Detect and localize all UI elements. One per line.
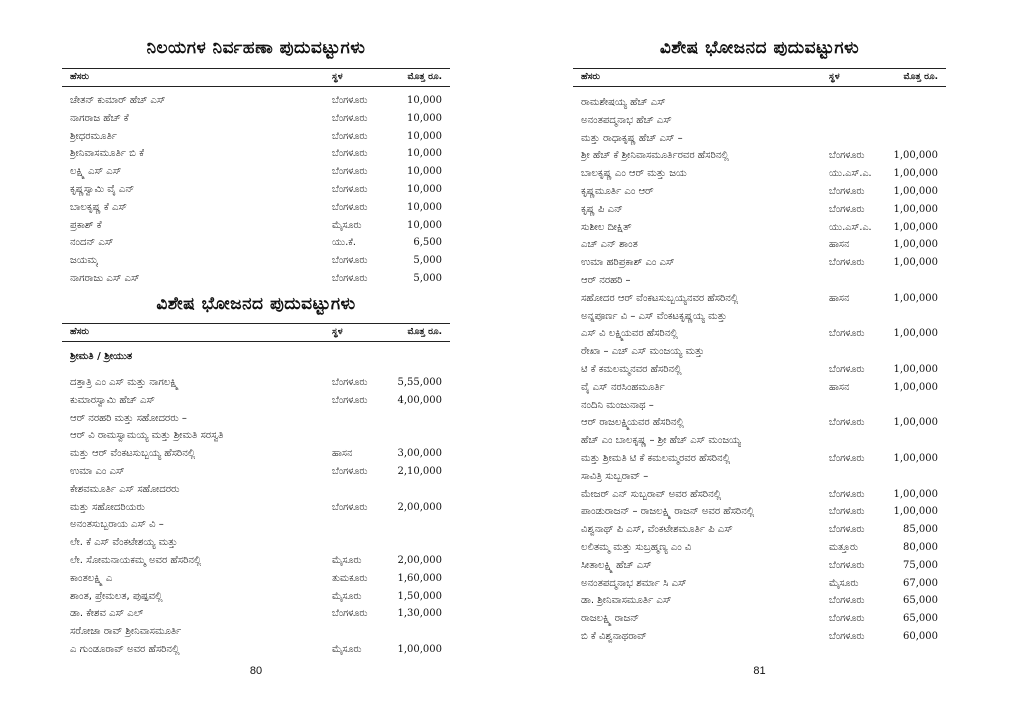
donor-place: ಬೆಂಗಳೂರು: [829, 363, 865, 375]
table-row: [573, 130, 946, 148]
donor-name: ಲಕ್ಷ್ಮಿ ಎಸ್ ಎಸ್: [70, 166, 122, 178]
donation-amount: 1,00,000: [893, 452, 938, 464]
table-row: [62, 392, 450, 410]
donation-amount: 3,00,000: [397, 448, 442, 460]
donation-amount: 1,00,000: [893, 292, 938, 304]
page-number: 80: [249, 665, 263, 677]
donor-name: ವಿಶ್ವನಾಥ್ ಪಿ ಎಸ್, ವೆಂಕಟೇಶಮೂರ್ತಿ ಪಿ ಎಸ್: [581, 524, 733, 536]
table-row: [62, 588, 450, 606]
table-row: [62, 234, 450, 252]
table-row: [573, 308, 946, 326]
donor-place: ಬೆಂಗಳೂರು: [332, 272, 368, 284]
donor-name: ಉಮಾ ಎಂ ಎಸ್: [70, 465, 125, 477]
header-place: ಸ್ಥಳ: [332, 327, 343, 337]
maintenance-table-body: [62, 92, 450, 288]
donor-name: ನಾಗರಾಜ ಹೆಚ್ ಕೆ: [70, 112, 129, 124]
donor-name: ಡಾ. ಕೇಶವ ಎಸ್ ಎಲ್: [70, 608, 144, 620]
table-row: [573, 557, 946, 575]
table-row: [62, 410, 450, 428]
table-row: [62, 481, 450, 499]
donor-name: ಮೇಜರ್ ಎನ್ ಸುಬ್ಬರಾವ್ ಅವರ ಹೆಸರಿನಲ್ಲಿ: [581, 488, 722, 500]
right-page: [573, 0, 946, 724]
donor-place: ಬೆಂಗಳೂರು: [829, 595, 865, 607]
table-row: [573, 343, 946, 361]
donor-name: ಆರ್ ವಿ ರಾಮಸ್ವಾಮಯ್ಯ ಮತ್ತು ಶ್ರೀಮತಿ ಸರಸ್ವತಿ: [70, 430, 224, 442]
donor-place: ಬೆಂಗಳೂರು: [332, 183, 368, 195]
donor-name: ಮತ್ತು ಶ್ರೀಮತಿ ಟಿ ಕೆ ಕಮಲಮ್ಮರವರ ಹೆಸರಿನಲ್ಲಿ: [581, 452, 731, 464]
donor-name: ಕೃಷ್ಣ ಪಿ ಎನ್: [581, 203, 623, 215]
donor-place: ಹಾಸನ: [829, 239, 850, 251]
donation-amount: 5,55,000: [397, 377, 442, 388]
table-row: [62, 534, 450, 552]
table-row: [62, 552, 450, 570]
donor-name: ಮತ್ತು ಸಹೋದರಿಯರು: [70, 501, 145, 513]
donation-amount: 1,00,000: [893, 221, 938, 233]
table-row: [573, 592, 946, 610]
donor-name: ಅನ್ನಪೂರ್ಣ ವಿ – ಎಸ್ ವೆಂಕಟಕೃಷ್ಣಯ್ಯ ಮತ್ತು: [581, 310, 727, 322]
donation-amount: 80,000: [903, 541, 938, 553]
donor-name: ಡಾ. ಶ್ರೀನಿವಾಸಮೂರ್ತಿ ಎಸ್: [581, 595, 672, 607]
donor-name: ರಾಜಲಕ್ಷ್ಮಿ ರಾಜನ್: [581, 613, 640, 625]
donor-name: ಆರ್ ನರಹರಿ –: [581, 274, 631, 286]
header-place: ಸ್ಥಳ: [332, 72, 343, 82]
donation-amount: 10,000: [407, 112, 442, 124]
table-row: [573, 610, 946, 628]
donor-name: ಪ್ರಕಾಶ್ ಕೆ: [70, 219, 102, 231]
donation-amount: 1,50,000: [397, 590, 442, 602]
donor-name: ಸೀತಾಲಕ್ಷ್ಮಿ ಹೆಚ್ ಎಸ್: [581, 559, 652, 571]
donation-amount: 1,00,000: [893, 257, 938, 269]
table-row: [573, 112, 946, 130]
donor-place: ಬೆಂಗಳೂರು: [829, 257, 865, 269]
donor-name: ಉಮಾ ಹರಿಪ್ರಕಾಶ್ ಎಂ ಎಸ್: [581, 257, 675, 269]
special-food-section-title: ವಿಶೇಷ ಭೋಜನದ ಪುದುವಟ್ಟುಗಳು: [156, 294, 356, 314]
donation-amount: 1,60,000: [397, 572, 442, 584]
donor-place: ಹಾಸನ: [829, 292, 850, 304]
donor-place: ಬೆಂಗಳೂರು: [829, 417, 865, 429]
donation-amount: 6,500: [413, 237, 442, 249]
table-row: [573, 503, 946, 521]
table-row: [62, 427, 450, 445]
donor-place: ಬೆಂಗಳೂರು: [332, 130, 368, 142]
table-row: [573, 272, 946, 290]
donor-name: ಸರೋಜಾ ರಾವ್ ಶ್ರೀನಿವಾಸಮೂರ್ತಿ: [70, 626, 182, 638]
donor-name: ಶ್ರೀಧರಮೂರ್ತಿ: [70, 130, 117, 142]
donation-amount: 1,00,000: [893, 488, 938, 500]
donor-place: ಬೆಂಗಳೂರು: [332, 166, 368, 178]
header-name: ಹೆಸರು: [581, 72, 600, 82]
header-amount: ಮೊತ್ತ ರೂ.: [407, 72, 442, 82]
donor-place: ಬೆಂಗಳೂರು: [332, 148, 368, 160]
donor-place: ಹಾಸನ: [332, 448, 353, 460]
donation-amount: 1,00,000: [893, 203, 938, 215]
donor-place: ಬೆಂಗಳೂರು: [829, 524, 865, 536]
table-row: [573, 219, 946, 237]
donor-name: ಟಿ ಕೆ ಕಮಲಮ್ಮನವರ ಹೆಸರಿನಲ್ಲಿ: [581, 363, 682, 375]
donation-amount: 2,00,000: [397, 501, 442, 513]
donor-name: ಕೇಶವಮೂರ್ತಿ ಎಸ್ ಸಹೋದರರು: [70, 483, 180, 495]
donor-place: ಬೆಂಗಳೂರು: [829, 185, 865, 197]
table-row: [573, 450, 946, 468]
donor-name: ಬಾಲಕೃಷ್ಣ ಕೆ ಎಸ್: [70, 201, 127, 213]
donation-amount: 10,000: [407, 95, 442, 106]
table-row: [573, 379, 946, 397]
table-row: [573, 254, 946, 272]
donor-name: ಶ್ರೀನಿವಾಸಮೂರ್ತಿ ಬಿ ಕೆ: [70, 148, 144, 160]
donor-place: ಬೆಂಗಳೂರು: [829, 328, 865, 340]
donor-place: ಬೆಂಗಳೂರು: [332, 377, 368, 388]
table-row: [573, 165, 946, 183]
table-row: [573, 468, 946, 486]
table-row: [62, 252, 450, 270]
donor-name: ಲೇ. ಕೆ ಎಸ್ ವೆಂಕಟೇಶಯ್ಯ ಮತ್ತು: [70, 537, 178, 549]
donation-amount: 1,30,000: [397, 608, 442, 620]
table-row: [62, 217, 450, 235]
donor-place: ಮತ್ತೂರು: [829, 541, 858, 553]
donor-place: ಬೆಂಗಳೂರು: [829, 452, 865, 464]
table-row: [62, 110, 450, 128]
donor-place: ಬೆಂಗಳೂರು: [332, 112, 368, 124]
maintenance-table-header: [62, 68, 450, 87]
donation-amount: 10,000: [407, 148, 442, 160]
donor-place: ಹಾಸನ: [829, 381, 850, 393]
donor-name: ಹೆಚ್ ಎಂ ಬಾಲಕೃಷ್ಣ – ಶ್ರೀ ಹೆಚ್ ಎಸ್ ಮಂಜಯ್ಯ: [581, 435, 742, 447]
table-row: [573, 201, 946, 219]
table-row: [62, 605, 450, 623]
donor-place: ಬೆಂಗಳೂರು: [829, 488, 865, 500]
donor-place: ಮೈಸೂರು: [332, 554, 362, 566]
donor-place: ಬೆಂಗಳೂರು: [332, 201, 368, 213]
donation-amount: 4,00,000: [397, 394, 442, 406]
donor-place: ಮೈಸೂರು: [332, 590, 362, 602]
table-row: [62, 641, 450, 659]
donor-place: ಮೈಸೂರು: [829, 577, 859, 589]
donor-place: ಯು.ಎಸ್.ಎ.: [829, 168, 872, 180]
donor-place: ಬೆಂಗಳೂರು: [829, 203, 865, 215]
donation-amount: 10,000: [407, 130, 442, 142]
table-row: [573, 539, 946, 557]
donor-name: ಶಾಂತ, ಪ್ರೇಮಲತ, ಪುಷ್ಪವಲ್ಲಿ: [70, 590, 163, 602]
table-row: [62, 92, 450, 110]
special-food-table-body: [573, 94, 946, 646]
maintenance-section-title: ನಿಲಯಗಳ ನಿರ್ವಹಣಾ ಪುದುವಟ್ಟುಗಳು: [146, 38, 366, 58]
page-number: 81: [753, 665, 766, 677]
donation-amount: 85,000: [903, 524, 938, 536]
table-row: [62, 570, 450, 588]
donor-place: ಬೆಂಗಳೂರು: [829, 559, 865, 571]
donation-amount: 5,000: [413, 255, 442, 267]
donation-amount: 2,10,000: [397, 465, 442, 477]
donor-place: ಮೈಸೂರು: [332, 219, 362, 231]
donor-name: ಅನಂತಪದ್ಮನಾಭ ಹೆಚ್ ಎಸ್: [581, 114, 672, 126]
donor-place: ಬೆಂಗಳೂರು: [332, 95, 368, 106]
header-amount: ಮೊತ್ತ ರೂ.: [407, 327, 442, 337]
donor-place: ಬೆಂಗಳೂರು: [829, 506, 865, 518]
donor-name: ಶ್ರೀ ಹೆಚ್ ಕೆ ಶ್ರೀನಿವಾಸಮೂರ್ತಿರವರ ಹೆಸರಿನಲ್ಲಿ: [581, 150, 729, 162]
donation-amount: 1,00,000: [893, 328, 938, 340]
table-row: [573, 521, 946, 539]
table-row: [573, 325, 946, 343]
table-row: [62, 445, 450, 463]
table-row: [573, 236, 946, 254]
table-row: [62, 128, 450, 146]
table-row: [573, 361, 946, 379]
table-row: [573, 486, 946, 504]
donor-place: ಬೆಂಗಳೂರು: [332, 465, 368, 477]
donor-name: ಅನಂತಪದ್ಮನಾಭ ಶರ್ಮಾ ಸಿ ಎಸ್: [581, 577, 687, 589]
donation-amount: 1,00,000: [397, 643, 442, 655]
table-row: [573, 628, 946, 646]
donation-amount: 10,000: [407, 219, 442, 231]
donor-place: ತುಮಕೂರು: [332, 572, 368, 584]
donor-name: ಪಾಂಡುರಾಜನ್ – ರಾಜಲಕ್ಷ್ಮಿ ರಾಜನ್ ಅವರ ಹೆಸರಿನಲ್ಲಿ: [581, 506, 755, 518]
special-food-table-body: [62, 374, 450, 659]
donor-name: ನಂದಿನಿ ಮಂಜುನಾಥ –: [581, 399, 654, 411]
donation-amount: 10,000: [407, 201, 442, 213]
header-place: ಸ್ಥಳ: [829, 72, 840, 82]
special-food-section-title: ವಿಶೇಷ ಭೋಜನದ ಪುದುವಟ್ಟುಗಳು: [659, 38, 860, 58]
donor-place: ಬೆಂಗಳೂರು: [332, 255, 368, 267]
donor-name: ಲೇ. ಸೋಮನಾಯಕಮ್ಮ ಅವರ ಹೆಸರಿನಲ್ಲಿ: [70, 554, 202, 566]
donor-name: ರೇಖಾ – ಎಚ್ ಎಸ್ ಮಂಜಯ್ಯ ಮತ್ತು: [581, 346, 705, 358]
table-row: [573, 147, 946, 165]
donor-name: ಸಾವಿತ್ರಿ ಸುಬ್ಬರಾವ್ –: [581, 470, 649, 482]
table-row: [573, 432, 946, 450]
donation-amount: 5,000: [413, 272, 442, 284]
table-row: [62, 145, 450, 163]
donor-place: ಬೆಂಗಳೂರು: [829, 613, 865, 625]
donation-amount: 65,000: [903, 613, 938, 625]
donation-amount: 1,00,000: [893, 185, 938, 197]
donor-name: ವೈ ಎಸ್ ನರಸಿಂಹಮೂರ್ತಿ: [581, 381, 665, 393]
donation-amount: 10,000: [407, 166, 442, 178]
donor-place: ಬೆಂಗಳೂರು: [332, 394, 368, 406]
header-name: ಹೆಸರು: [70, 72, 89, 82]
donor-name: ಅನಂತಸುಬ್ಬರಾಯ ಎಸ್ ವಿ –: [70, 519, 164, 531]
donor-name: ಕೃಷ್ಣಮೂರ್ತಿ ಎಂ ಆರ್: [581, 185, 654, 197]
donation-amount: 1,00,000: [893, 363, 938, 375]
donor-name: ದತ್ತಾತ್ರಿ ಎಂ ಎಸ್ ಮತ್ತು ನಾಗಲಕ್ಷ್ಮಿ: [70, 377, 179, 388]
donation-amount: 1,00,000: [893, 506, 938, 518]
donation-amount: 1,00,000: [893, 168, 938, 180]
table-row: [62, 499, 450, 517]
donor-name: ಬಿ ಕೆ ವಿಶ್ವನಾಥರಾವ್: [581, 630, 647, 642]
donor-place: ಬೆಂಗಳೂರು: [332, 501, 368, 513]
donation-amount: 2,00,000: [397, 554, 442, 566]
donor-place: ಬೆಂಗಳೂರು: [332, 608, 368, 620]
donor-name: ಚೇತನ್ ಕುಮಾರ್ ಹೆಚ್ ಎಸ್: [70, 95, 166, 106]
donor-place: ಯು.ಎಸ್.ಎ.: [829, 221, 872, 233]
donor-name: ಸಹೋದರ ಆರ್ ವೆಂಕಟಸುಬ್ಬಯ್ಯನವರ ಹೆಸರಿನಲ್ಲಿ: [581, 292, 739, 304]
donor-place: ಮೈಸೂರು: [332, 643, 362, 655]
donor-name: ಸುಶೀಲ ದೀಕ್ಷಿತ್: [581, 221, 632, 233]
special-food-table-header: [62, 323, 450, 342]
donor-name: ಲಲಿತಮ್ಮ ಮತ್ತು ಸುಬ್ರಹ್ಮಣ್ಯ ಎಂ ವಿ: [581, 541, 692, 553]
table-row: [573, 290, 946, 308]
donor-name: ಎಚ್ ಎನ್ ಶಾಂತ: [581, 239, 638, 251]
donation-amount: 60,000: [903, 630, 938, 642]
donation-amount: 1,00,000: [893, 417, 938, 429]
table-row: [573, 414, 946, 432]
donor-name: ಮತ್ತು ರಾಧಾಕೃಷ್ಣ ಹೆಚ್ ಎಸ್ –: [581, 132, 683, 144]
donor-name: ಎಸ್ ವಿ ಲಕ್ಷ್ಮಿಯವರ ಹೆಸರಿನಲ್ಲಿ: [581, 328, 678, 340]
donation-amount: 65,000: [903, 595, 938, 607]
subhead-row: [62, 348, 450, 366]
donation-amount: 1,00,000: [893, 381, 938, 393]
table-row: [62, 463, 450, 481]
table-row: [573, 397, 946, 415]
table-row: [62, 374, 450, 392]
donor-name: ಕೃಷ್ಣಸ್ವಾಮಿ ವೈ ಎನ್: [70, 183, 135, 195]
table-row: [62, 623, 450, 641]
donor-name: ಕುಮಾರಸ್ವಾಮಿ ಹೆಚ್ ಎಸ್: [70, 394, 155, 406]
donation-amount: 75,000: [903, 559, 938, 571]
donor-name: ಜಯಮ್ಮ: [70, 255, 99, 267]
table-row: [62, 516, 450, 534]
table-row: [573, 575, 946, 593]
table-row: [573, 183, 946, 201]
donor-name: ಬಾಲಕೃಷ್ಣ ಎಂ ಆರ್ ಮತ್ತು ಜಯ: [581, 168, 687, 180]
donation-amount: 1,00,000: [893, 239, 938, 251]
donor-place: ಬೆಂಗಳೂರು: [829, 630, 865, 642]
donation-amount: 1,00,000: [893, 150, 938, 162]
table-row: [573, 94, 946, 112]
donor-name: ಆರ್ ರಾಜಲಕ್ಷ್ಮಿಯವರ ಹೆಸರಿನಲ್ಲಿ: [581, 417, 684, 429]
donor-place: ಬೆಂಗಳೂರು: [829, 150, 865, 162]
special-food-table-header: [573, 68, 946, 87]
left-page: [62, 0, 450, 724]
donor-name: ಕಾಂತಲಕ್ಷ್ಮಿ ಎ: [70, 572, 113, 584]
donation-amount: 10,000: [407, 183, 442, 195]
header-amount: ಮೊತ್ತ ರೂ.: [903, 72, 938, 82]
donation-amount: 67,000: [903, 577, 938, 589]
table-row: [62, 181, 450, 199]
table-row: [62, 163, 450, 181]
table-row: [62, 270, 450, 288]
donor-name: ರಾಮಶೇಷಯ್ಯ ಹೆಚ್ ಎಸ್: [581, 97, 666, 108]
donor-name: ನಂದನ್ ಎಸ್: [70, 237, 114, 249]
table-row: [62, 199, 450, 217]
donor-name: ನಾಗರಾಜು ಎಸ್ ಎಸ್: [70, 272, 140, 284]
donor-place: ಯು.ಕೆ.: [332, 237, 356, 249]
donor-name: ಮತ್ತು ಆರ್ ವೆಂಕಟಸುಬ್ಬಯ್ಯ ಹೆಸರಿನಲ್ಲಿ: [70, 448, 196, 460]
header-name: ಹೆಸರು: [70, 327, 89, 337]
donor-title-subhead: ಶ್ರೀಮತಿ / ಶ್ರೀಯುತ: [70, 351, 133, 362]
donor-name: ಎ ಗುಂಡೂರಾವ್ ಅವರ ಹೆಸರಿನಲ್ಲಿ: [70, 643, 180, 655]
donor-name: ಆರ್ ನರಹರಿ ಮತ್ತು ಸಹೋದರರು –: [70, 412, 187, 424]
